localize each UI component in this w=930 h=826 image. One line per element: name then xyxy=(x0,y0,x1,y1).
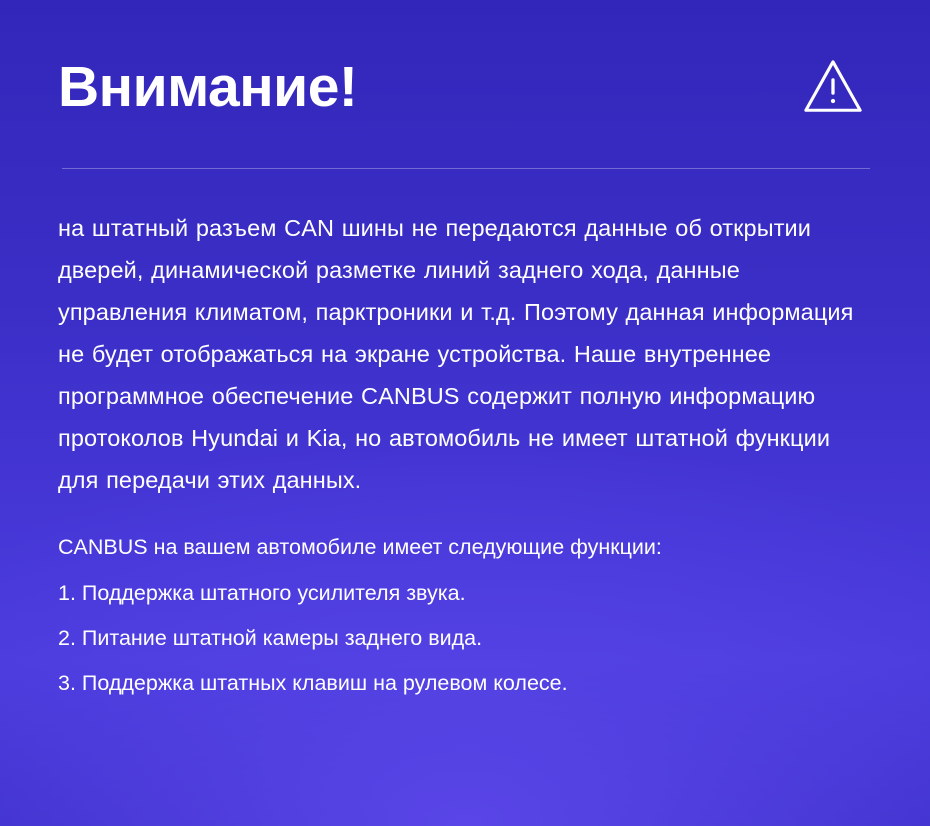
features-list xyxy=(58,571,872,706)
list-item: 3. Поддержка штатных клавиш на рулевом колесе. xyxy=(58,671,568,695)
list-item: 2. Питание штатной камеры заднего вида. xyxy=(58,626,483,650)
warning-paragraph: на штатный разъем CAN шины не передаются данные об открытии дверей, динамической разметке линий заднего хода, данные управления климатом, парктроники и т.д. Поэтому данная информация не будет отображаться на экране устройства. Наше внутреннее программное обеспечение CANBUS содержит полную информацию протоколов Hyundai и Kia, но автомобиль не имеет штатной функции для передачи этих данных. xyxy=(58,215,854,493)
page-header xyxy=(58,0,872,168)
warning-triangle-icon xyxy=(802,56,864,118)
page-title: Внимание! xyxy=(58,54,358,119)
page-body xyxy=(58,169,872,706)
features-subheading: CANBUS на вашем автомобиле имеет следующие функции: xyxy=(58,535,662,559)
list-item: 1. Поддержка штатного усилителя звука. xyxy=(58,581,466,605)
